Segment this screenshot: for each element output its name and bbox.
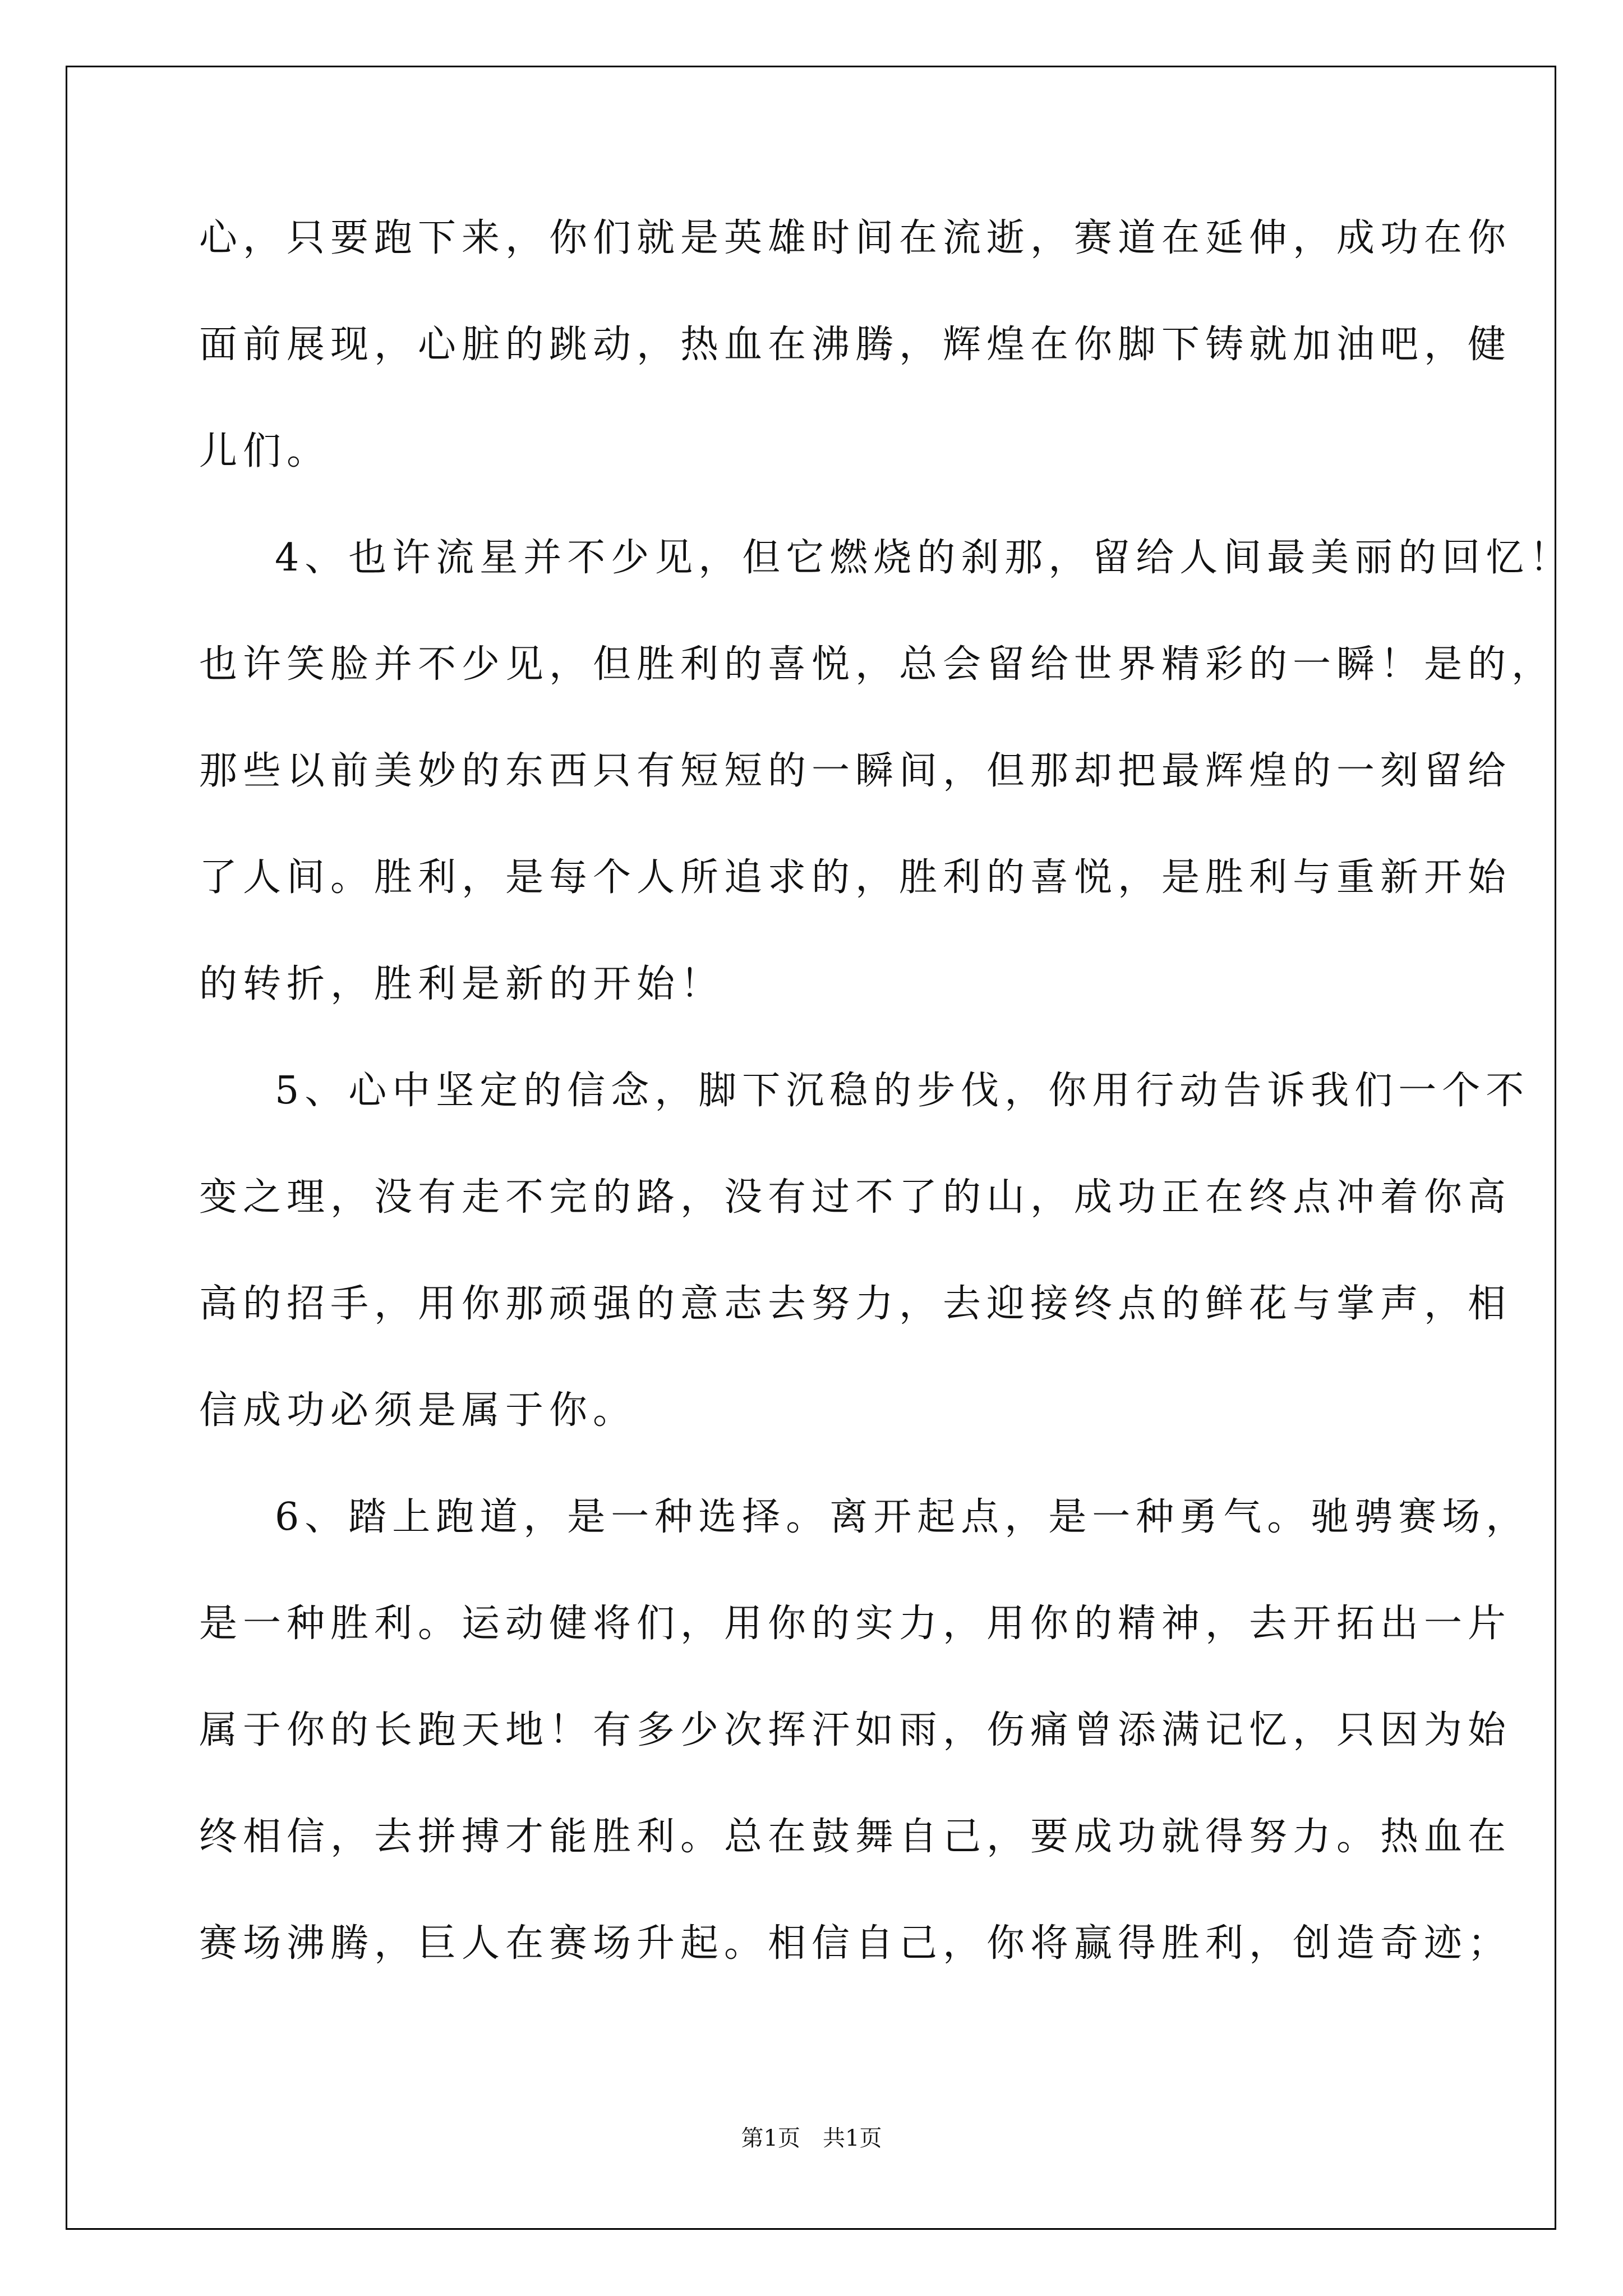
text-line: 变之理，没有走不完的路，没有过不了的山，成功正在终点冲着你高 xyxy=(199,1175,1512,1220)
text-line: 属于你的长跑天地！有多少次挥汗如雨，伤痛曾添满记忆，只因为始 xyxy=(199,1708,1512,1752)
paragraph-start-line: 5、心中坚定的信念，脚下沉稳的步伐，你用行动告诉我们一个不 xyxy=(275,1069,1530,1113)
paragraph-start-line: 6、踏上跑道，是一种选择。离开起点，是一种勇气。驰骋赛场， xyxy=(275,1495,1530,1539)
text-line: 是一种胜利。运动健将们，用你的实力，用你的精神，去开拓出一片 xyxy=(199,1602,1512,1646)
text-line: 终相信，去拼搏才能胜利。总在鼓舞自己，要成功就得努力。热血在 xyxy=(199,1815,1512,1859)
page-border xyxy=(66,66,1556,2230)
text-line: 赛场沸腾，巨人在赛场升起。相信自己，你将赢得胜利，创造奇迹； xyxy=(199,1921,1512,1966)
paragraph-start-line: 4、也许流星并不少见，但它燃烧的刹那，留给人间最美丽的回忆！ xyxy=(275,536,1574,580)
text-line: 也许笑脸并不少见，但胜利的喜悦，总会留给世界精彩的一瞬！是的， xyxy=(199,642,1556,687)
text-line: 信成功必须是属于你。 xyxy=(199,1388,637,1433)
text-line: 儿们。 xyxy=(199,429,331,473)
text-line: 的转折，胜利是新的开始！ xyxy=(199,962,725,1006)
text-line: 高的招手，用你那顽强的意志去努力，去迎接终点的鲜花与掌声，相 xyxy=(199,1282,1512,1326)
text-line: 那些以前美妙的东西只有短短的一瞬间，但那却把最辉煌的一刻留给 xyxy=(199,749,1512,793)
text-line: 面前展现，心脏的跳动，热血在沸腾，辉煌在你脚下铸就加油吧，健 xyxy=(199,323,1512,367)
page-footer: 第1页 共1页 xyxy=(741,2125,882,2151)
text-line: 了人间。胜利，是每个人所追求的，胜利的喜悦，是胜利与重新开始 xyxy=(199,855,1512,900)
text-line: 心，只要跑下来，你们就是英雄时间在流逝，赛道在延伸，成功在你 xyxy=(199,216,1512,260)
